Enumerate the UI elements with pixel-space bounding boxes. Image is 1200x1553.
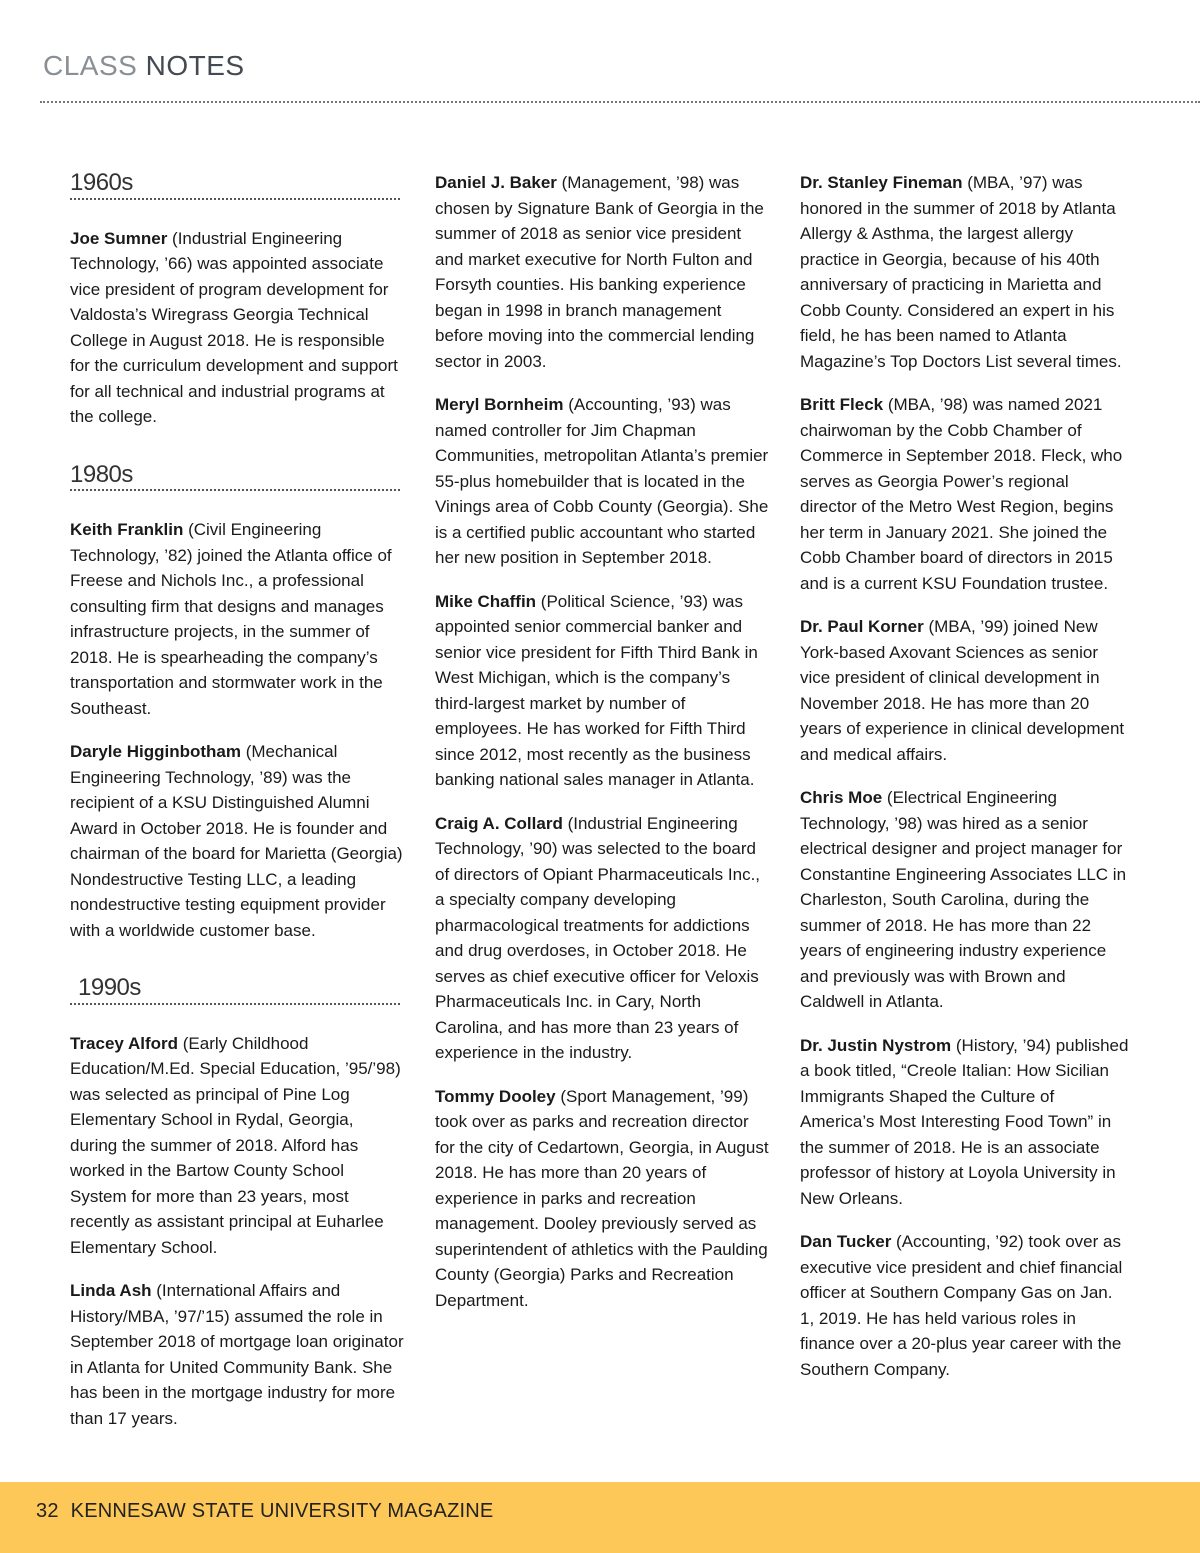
entry-text: (Early Childhood Education/M.Ed. Special Education, ’95/’98) was selected as principal of Pine Log Elementary School in Rydal, Georgia, during the summer of 2018. Alford has worked in the Bartow County School System for more than 23 years, most recently as assistant principal at Euharlee Elementary School.: [70, 1033, 401, 1257]
class-note-entry: [800, 392, 1130, 596]
class-note-entry: [435, 589, 770, 793]
alumnus-name: Tommy Dooley: [435, 1086, 556, 1106]
class-note-entry: [800, 1229, 1130, 1382]
class-note-entry: [70, 1278, 405, 1431]
alumnus-name: Daniel J. Baker: [435, 173, 557, 192]
entry-text: (MBA, ’98) was named 2021 chairwoman by the Cobb Chamber of Commerce in September 2018. Fleck, who serves as Georgia Power’s regional director of the Metro West Region, begins her term in January 2021. She joined the Cobb Chamber board of directors in 2015 and is a current KSU Foundation trustee.: [800, 395, 1123, 593]
alumnus-name: Meryl Bornheim: [435, 395, 564, 414]
alumnus-name: Dr. Paul Korner: [800, 617, 924, 636]
decade-heading-1990s: 1990s: [70, 975, 400, 1005]
class-note-entry: [70, 517, 405, 721]
entry-text: (Electrical Engineering Technology, ’98) was hired as a senior electrical designer and project manager for Constantine Engineering Associates LLC in Charleston, South Carolina, during the summer of 2018. He has more than 22 years of engineering industry experience and previously was with Brown and Caldwell in Atlanta.: [800, 788, 1127, 1011]
entry-text: (Mechanical Engineering Technology, ’89) was the recipient of a KSU Distinguished Alumni Award in October 2018. He is founder and chairman of the board for Marietta (Georgia) Nondestructive Testing LLC, a leading nondestructive testing equipment provider with a worldwide customer base.: [70, 742, 403, 940]
entry-text: (Political Science, ’93) was appointed senior commercial banker and senior vice president for Fifth Third Bank in West Michigan, which is the company’s third-largest market by number of employees. He has worked for Fifth Third since 2012, most recently as the business banking national sales manager in Atlanta.: [435, 591, 758, 789]
entry-text: (Accounting, ’92) took over as executive vice president and chief financial officer at Southern Company Gas on Jan. 1, 2019. He has held various roles in finance over a 20-plus year career with the Southern Company.: [800, 1232, 1123, 1379]
publication-name: KENNESAW STATE UNIVERSITY MAGAZINE: [70, 1500, 494, 1522]
class-note-entry: [800, 1033, 1130, 1212]
entry-text: (Industrial Engineering Technology, ’90) was selected to the board of directors of Opiant Pharmaceuticals Inc., a specialty company developing pharmacological treatments for addictions and drug overdoses, in October 2018. He serves as chief executive officer for Veloxis Pharmaceuticals Inc. in Cary, North Carolina, and has more than 23 years of experience in the industry.: [435, 813, 761, 1062]
class-note-entry: [435, 170, 770, 374]
column-1: [70, 170, 405, 1449]
class-note-entry: [435, 1084, 770, 1314]
entry-text: (International Affairs and History/MBA, ’97/’15) assumed the role in September 2018 of mortgage loan originator in Atlanta for United Community Bank. She has been in the mortgage industry for more than 17 years.: [70, 1281, 404, 1428]
alumnus-name: Britt Fleck: [800, 395, 884, 414]
alumnus-name: Daryle Higginbotham: [70, 742, 241, 761]
class-note-entry: [800, 170, 1130, 374]
page-footer: [0, 1482, 1200, 1553]
header-divider: [40, 101, 1200, 103]
entry-text: (MBA, ’99) joined New York-based Axovant Sciences as senior vice president of clinical development in November 2018. He has more than 20 years of experience in clinical development and medical affairs.: [800, 617, 1125, 764]
decade-heading-1980s: 1980s: [70, 462, 400, 492]
class-note-entry: [70, 226, 405, 430]
alumnus-name: Craig A. Collard: [435, 813, 563, 833]
entry-text: (Sport Management, ’99) took over as parks and recreation director for the city of Cedartown, Georgia, in August 2018. He has more than 20 years of experience in parks and recreation management. Dooley previously served as superintendent of athletics with the Paulding County (Georgia) Parks and Recreation Department.: [435, 1086, 769, 1310]
alumnus-name: Dr. Stanley Fineman: [800, 173, 963, 192]
class-note-entry: [800, 785, 1130, 1015]
alumnus-name: Mike Chaffin: [435, 591, 537, 611]
class-note-entry: [70, 739, 405, 943]
column-2: [435, 170, 770, 1331]
section-title-notes: NOTES: [145, 50, 245, 81]
column-3: [800, 170, 1130, 1400]
alumnus-name: Joe Sumner: [70, 228, 168, 248]
class-note-entry: [435, 811, 770, 1066]
entry-text: (Accounting, ’93) was named controller for Jim Chapman Communities, metropolitan Atlanta’s premier 55-plus homebuilder that is located in the Vinings area of Cobb County (Georgia). She is a certified public accountant who started her new position in September 2018.: [435, 395, 769, 567]
class-note-entry: [800, 614, 1130, 767]
decade-heading-1960s: 1960s: [70, 170, 400, 200]
section-title-class: CLASS: [43, 50, 138, 81]
entry-text: (MBA, ’97) was honored in the summer of 2018 by Atlanta Allergy & Asthma, the largest allergy practice in Georgia, because of his 40th anniversary of practicing in Marietta and Cobb County. Considered an expert in his field, he has been named to Atlanta Magazine’s Top Doctors List several times.: [800, 173, 1122, 371]
class-note-entry: [70, 1031, 405, 1261]
class-note-entry: [435, 392, 770, 571]
entry-text: (Civil Engineering Technology, ’82) joined the Atlanta office of Freese and Nichols Inc., a professional consulting firm that designs and manages infrastructure projects, in the summer of 2018. He is spearheading the company’s transportation and stormwater work in the Southeast.: [70, 520, 392, 718]
alumnus-name: Tracey Alford: [70, 1033, 179, 1053]
section-title: [43, 50, 245, 82]
entry-text: (Industrial Engineering Technology, ’66) was appointed associate vice president of program development for Valdosta’s Wiregrass Georgia Technical College in August 2018. He is responsible for the curriculum development and support for all technical and industrial programs at the college.: [70, 228, 398, 426]
alumnus-name: Linda Ash: [70, 1281, 152, 1300]
alumnus-name: Keith Franklin: [70, 520, 184, 539]
footer-text: [36, 1500, 493, 1523]
entry-text: (Management, ’98) was chosen by Signature Bank of Georgia in the summer of 2018 as senior vice president and market executive for North Fulton and Forsyth counties. His banking experience began in 1998 in branch management before moving into the commercial lending sector in 2003.: [435, 173, 764, 371]
alumnus-name: Dan Tucker: [800, 1232, 892, 1251]
alumnus-name: Chris Moe: [800, 788, 883, 807]
page-number: 32: [36, 1500, 59, 1522]
entry-text: (History, ’94) published a book titled, “Creole Italian: How Sicilian Immigrants Shaped the Culture of America’s Most Interesting Food Town” in the summer of 2018. He is an associate professor of history at Loyola University in New Orleans.: [800, 1035, 1129, 1208]
alumnus-name: Dr. Justin Nystrom: [800, 1035, 952, 1055]
